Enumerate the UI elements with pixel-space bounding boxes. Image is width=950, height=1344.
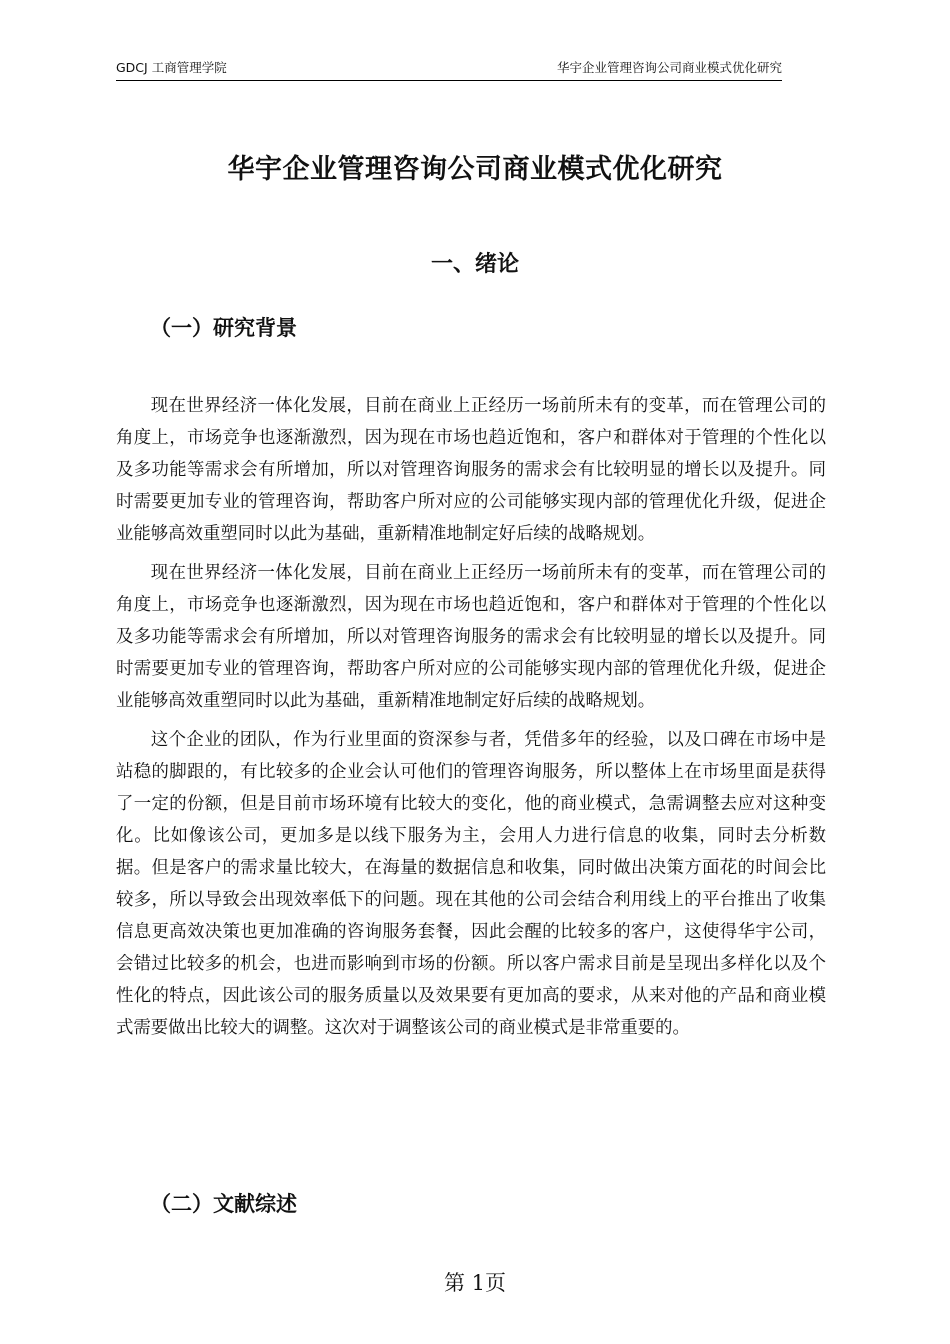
section-heading-literature-review: （二）文献综述 xyxy=(150,1192,297,1216)
paragraph: 现在世界经济一体化发展，目前在商业上正经历一场前所未有的变革，而在管理公司的角度上，市场竞争也逐渐激烈，因为现在市场也趋近饱和，客户和群体对于管理的个性化以及多功能等需求会有所增加，所以对管理咨询服务的需求会有比较明显的增长以及提升。同时需要更加专业的管理咨询，帮助客户所对应的公司能够实现内部的管理优化升级，促进企业能够高效重塑同时以此为基础，重新精准地制定好后续的战略规划。 xyxy=(116,563,826,711)
paragraph: 这个企业的团队，作为行业里面的资深参与者，凭借多年的经验，以及口碑在市场中是站稳的脚跟的，有比较多的企业会认可他们的管理咨询服务，所以整体上在市场里面是获得了一定的份额，但是目前市场环境有比较大的变化，他的商业模式，急需调整去应对这种变化。比如像该公司，更加多是以线下服务为主，会用人力进行信息的收集，同时去分析数据。但是客户的需求量比较大，在海量的数据信息和收集，同时做出决策方面花的时间会比较多，所以导致会出现效率低下的问题。现在其他的公司会结合利用线上的平台推出了收集信息更高效决策也更加准确的咨询服务套餐，因此会醒的比较多的客户，这使得华宇公司，会错过比较多的机会，也进而影响到市场的份额。所以客户需求目前是呈现出多样化以及个性化的特点，因此该公司的服务质量以及效果要有更加高的要求，从来对他的产品和商业模式需要做出比较大的调整。这次对于调整该公司的商业模式是非常重要的。 xyxy=(116,730,826,1038)
section-body-research-background xyxy=(116,390,826,1051)
chapter-heading: 一、绪论 xyxy=(430,252,519,277)
page-header xyxy=(116,58,782,81)
document-title: 华宇企业管理咨询公司商业模式优化研究 xyxy=(227,154,723,185)
header-running-title: 华宇企业管理咨询公司商业模式优化研究 xyxy=(556,60,782,75)
page-number: 第 1页 xyxy=(443,1271,507,1295)
paragraph: 现在世界经济一体化发展，目前在商业上正经历一场前所未有的变革，而在管理公司的角度上，市场竞争也逐渐激烈，因为现在市场也趋近饱和，客户和群体对于管理的个性化以及多功能等需求会有所增加，所以对管理咨询服务的需求会有比较明显的增长以及提升。同时需要更加专业的管理咨询，帮助客户所对应的公司能够实现内部的管理优化升级，促进企业能够高效重塑同时以此为基础，重新精准地制定好后续的战略规划。 xyxy=(116,396,826,544)
header-school-name: GDCJ 工商管理学院 xyxy=(116,60,227,75)
section-heading-research-background: （一）研究背景 xyxy=(150,316,297,340)
